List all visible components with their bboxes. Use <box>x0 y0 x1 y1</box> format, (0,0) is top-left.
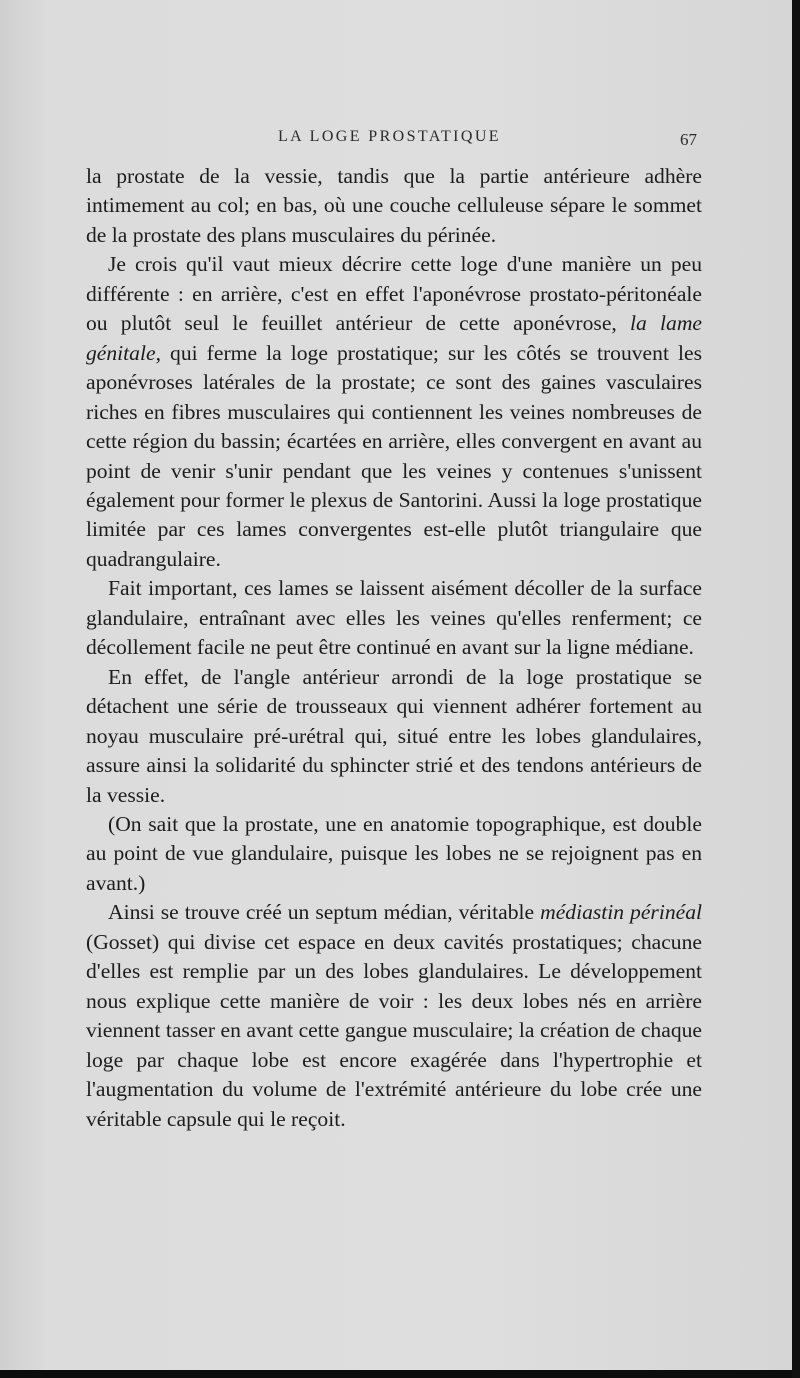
page-number: 67 <box>680 130 697 149</box>
paragraph <box>86 162 702 250</box>
text-run: , qui ferme la loge prostatique; sur les côtés se trouvent les aponévroses latérales de la prostate; ce sont des gaines vasculaires riches en fibres musculaires qui contiennent les veines nombreuses de cette région du bassin; écartées en arrière, elles convergent en avant au point de venir s'unir pendant que les veines y contenues s'unissent également pour former le plexus de Santorini. Aussi la loge prostatique limitée par ces lames convergentes est-elle plutôt triangulaire que quadrangulaire. <box>86 340 702 571</box>
scan-edge <box>792 0 800 1378</box>
text-run: En effet, de l'angle antérieur arrondi de la loge prostatique se détachent une série de trousseaux qui viennent adhérer fortement au noyau musculaire pré-urétral qui, situé entre les lobes glandulaires, assure ainsi la solidarité du sphincter strié et des tendons antérieurs de la vessie. <box>86 664 702 807</box>
text-run: Fait important, ces lames se laissent aisément décoller de la surface glandulaire, entraînant avec elles les veines qu'elles renferment; ce décollement facile ne peut être continué en avant sur la ligne médiane. <box>86 576 702 660</box>
italic-term: la lame génitale <box>86 311 702 365</box>
text-run: Ainsi se trouve créé un septum médian, véritable <box>108 900 541 925</box>
text-run: (On sait que la prostate, une en anatomie topographique, est double au point de vue glandulaire, puisque les lobes ne se rejoignent pas en avant.) <box>86 811 702 895</box>
body-text <box>86 162 702 1134</box>
italic-term: médiastin périnéal <box>540 900 702 925</box>
text-run: Je crois qu'il vaut mieux décrire cette loge d'une manière un peu différente : en arrière, c'est en effet l'aponévrose prostato-péritonéale ou plutôt seul le feuillet antérieur de cette aponévrose, <box>86 252 702 336</box>
text-run: la prostate de la vessie, tandis que la partie antérieure adhère intimement au col; en bas, où une couche celluleuse sépare le sommet de la prostate des plans musculaires du périnée. <box>86 164 702 247</box>
paragraph <box>86 898 702 1134</box>
paragraph <box>86 663 702 810</box>
text-run: (Gosset) qui divise cet espace en deux cavités prostatiques; chacune d'elles est remplie par un des lobes glandulaires. Le développement nous explique cette manière de voir : les deux lobes nés en arrière viennent tasser en avant cette gangue musculaire; la création de chaque loge par chaque lobe est encore exagérée dans l'hypertrophie et l'augmentation du volume de l'extrémité antérieure du lobe crée une véritable capsule qui le reçoit. <box>86 929 702 1131</box>
paragraph <box>86 810 702 898</box>
running-title: LA LOGE PROSTATIQUE <box>278 128 501 145</box>
paragraph <box>86 250 702 574</box>
paragraph <box>86 574 702 662</box>
page-header <box>0 128 792 156</box>
